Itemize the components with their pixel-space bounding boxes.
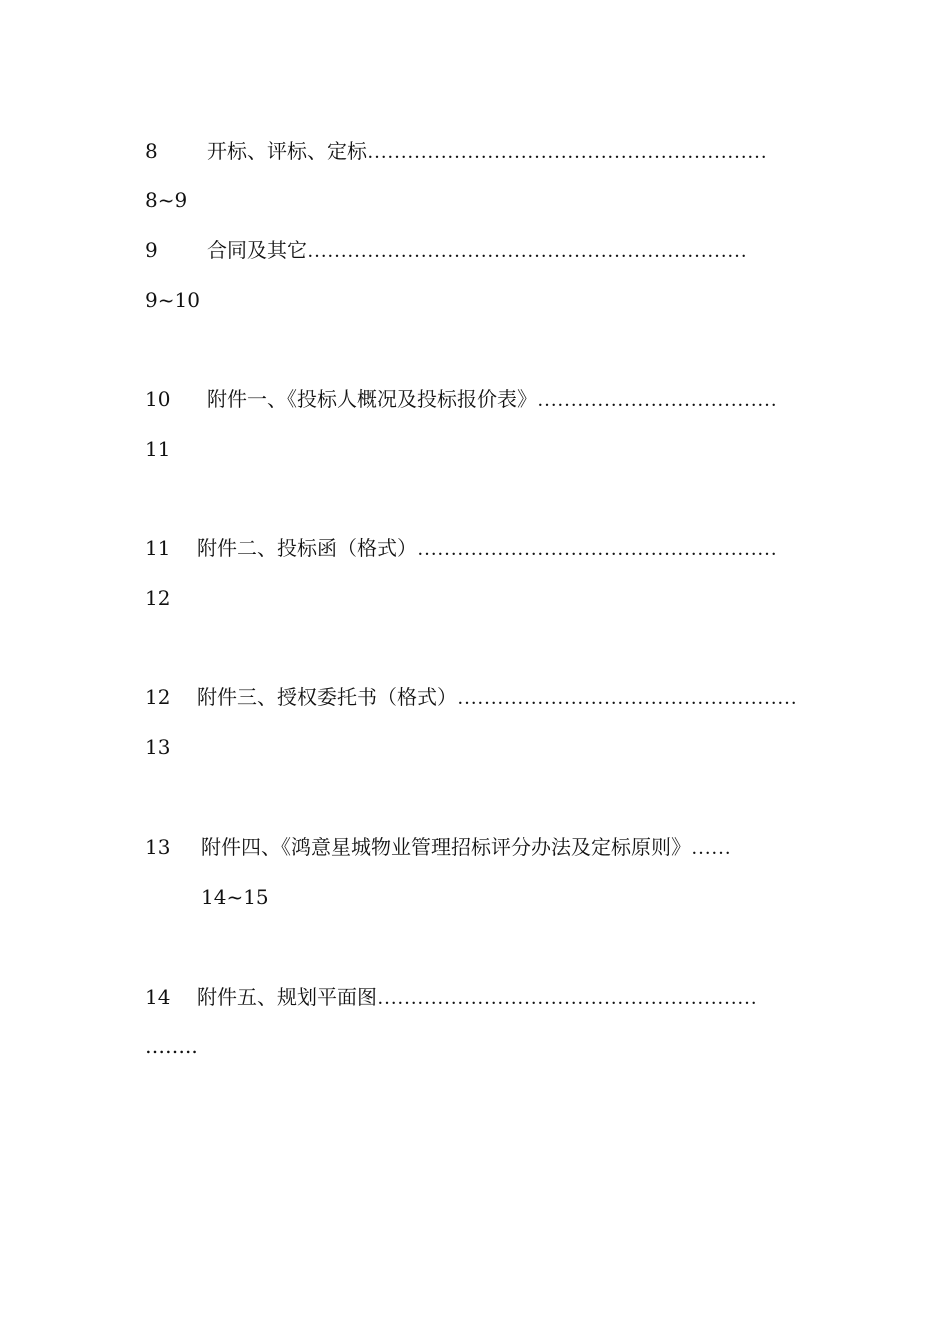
toc-entry-label: 合同及其它: [207, 238, 307, 262]
toc-entry-number: 10: [145, 387, 171, 411]
toc-entry: [145, 235, 805, 265]
toc-entry-pages: 9~10: [145, 288, 200, 312]
toc-entry-title: [197, 533, 805, 563]
toc-entry-pages: ……..: [145, 1034, 198, 1058]
toc-entry: [145, 682, 805, 712]
toc-entry-number: 12: [145, 685, 171, 709]
toc-entry: [145, 982, 805, 1012]
toc-entry-label: 附件四、《鸿意星城物业管理招标评分办法及定标原则》: [201, 835, 691, 859]
toc-entry-label: 附件三、授权委托书（格式）: [197, 685, 457, 709]
toc-entry-title: [207, 136, 805, 166]
toc-entry-leader: ………………………………: [537, 389, 777, 411]
toc-entry-number: 14: [145, 985, 171, 1009]
toc-entry-pages: 12: [145, 586, 171, 610]
toc-entry-pages: 11: [145, 437, 171, 461]
toc-entry-number: 9: [145, 238, 158, 262]
toc-entry-pages: 13: [145, 735, 171, 759]
toc-entry-title: [197, 682, 805, 712]
toc-entry-label: 附件二、投标函（格式）: [197, 536, 417, 560]
toc-entry-label: 附件一、《投标人概况及投标报价表》: [207, 387, 537, 411]
toc-entry: [145, 384, 805, 414]
toc-entry-leader: ………………………………………………: [417, 538, 777, 560]
toc-entry-leader: ……………………………………………: [457, 687, 797, 709]
toc-entry-leader: ……: [691, 837, 731, 859]
toc-entry-number: 11: [145, 536, 171, 560]
toc-entry: [145, 832, 805, 862]
toc-entry-title: [207, 235, 805, 265]
toc-entry-title: [207, 384, 805, 414]
toc-entry-leader: …………………………………………………………: [307, 240, 747, 262]
toc-entry-leader: …………………………………………………: [377, 987, 757, 1009]
toc-entry-label: 附件五、规划平面图: [197, 985, 377, 1009]
toc-entry-title: [201, 832, 805, 862]
toc-entry-leader: ……………………………………………………: [367, 141, 767, 163]
toc-entry-pages: 8~9: [145, 188, 188, 212]
toc-entry-label: 开标、评标、定标: [207, 139, 367, 163]
toc-entry: [145, 533, 805, 563]
toc-entry-number: 13: [145, 835, 171, 859]
toc-entry: [145, 136, 805, 166]
toc-entry-title: [197, 982, 805, 1012]
toc-entry-number: 8: [145, 139, 158, 163]
toc-entry-pages: 14~15: [201, 885, 269, 909]
